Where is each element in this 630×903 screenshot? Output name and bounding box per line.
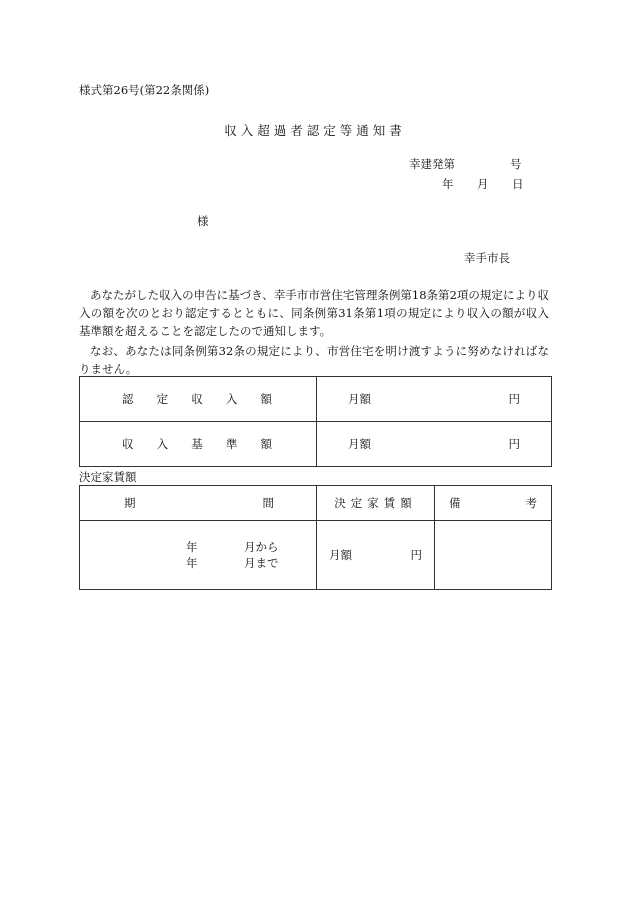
body-paragraph-2: なお、あなたは同条例第32条の規定により、市営住宅を明け渡すように努めなければなりません。 xyxy=(79,344,549,376)
header-char: 間 xyxy=(262,496,274,510)
form-number: 様式第26号(第22条関係) xyxy=(79,83,210,97)
label-char: 額 xyxy=(260,392,272,406)
monthly-label: 月額 xyxy=(348,392,371,406)
label-char: 定 xyxy=(156,392,169,406)
table-row xyxy=(80,422,552,467)
income-standard-value-cell xyxy=(317,422,552,467)
label-char: 入 xyxy=(156,437,169,451)
period-to xyxy=(186,555,316,571)
date-day-label: 日 xyxy=(512,177,524,191)
date-year-label: 年 xyxy=(442,177,454,191)
rent-cell xyxy=(317,521,435,590)
table-row xyxy=(80,377,552,422)
rent-table xyxy=(79,485,552,590)
header-char: 備 xyxy=(449,496,461,510)
monthly-label: 月額 xyxy=(329,548,352,562)
period-from-year: 年 xyxy=(186,540,198,554)
monthly-label: 月額 xyxy=(348,437,371,451)
remarks-cell xyxy=(435,521,552,590)
label-char: 入 xyxy=(225,392,238,406)
yen-unit: 円 xyxy=(410,548,422,562)
yen-unit: 円 xyxy=(508,392,520,406)
yen-unit: 円 xyxy=(508,437,520,451)
header-char: 考 xyxy=(525,496,537,510)
table-header-row xyxy=(80,486,552,521)
label-char: 基 xyxy=(191,437,203,451)
period-header xyxy=(80,486,317,521)
period-cell xyxy=(80,521,317,590)
income-standard-label-cell xyxy=(80,422,317,467)
rent-table-caption: 決定家賃額 xyxy=(79,470,137,484)
remarks-header xyxy=(435,486,552,521)
issue-number-label: 幸建発第 xyxy=(409,157,455,171)
label-char: 準 xyxy=(225,437,238,451)
issue-number-suffix: 号 xyxy=(510,157,522,171)
label-char: 収 xyxy=(122,437,134,451)
date-month-label: 月 xyxy=(477,177,489,191)
sender-name: 幸手市長 xyxy=(464,251,510,265)
period-to-month: 月まで xyxy=(244,556,279,570)
table-row xyxy=(80,521,552,590)
document-title: 収入超過者認定等通知書 xyxy=(224,123,406,138)
certified-income-value-cell xyxy=(317,377,552,422)
income-table xyxy=(79,376,552,467)
period-from xyxy=(186,539,316,555)
label-char: 収 xyxy=(191,392,203,406)
label-char: 認 xyxy=(122,392,134,406)
rent-header-label: 決定家賃額 xyxy=(334,496,417,510)
label-char: 額 xyxy=(260,437,272,451)
period-to-year: 年 xyxy=(186,556,198,570)
header-char: 期 xyxy=(124,496,136,510)
certified-income-label-cell xyxy=(80,377,317,422)
body-paragraph-1: あなたがした収入の申告に基づき、幸手市市営住宅管理条例第18条第2項の規定により収入の額を次のとおり認定するとともに、同条例第31条第1項の規定により収入の額が収入基準額を超えることを認定したので通知します。 xyxy=(79,288,549,338)
rent-header xyxy=(317,486,435,521)
addressee-honorific: 様 xyxy=(197,214,209,228)
period-from-month: 月から xyxy=(244,540,279,554)
